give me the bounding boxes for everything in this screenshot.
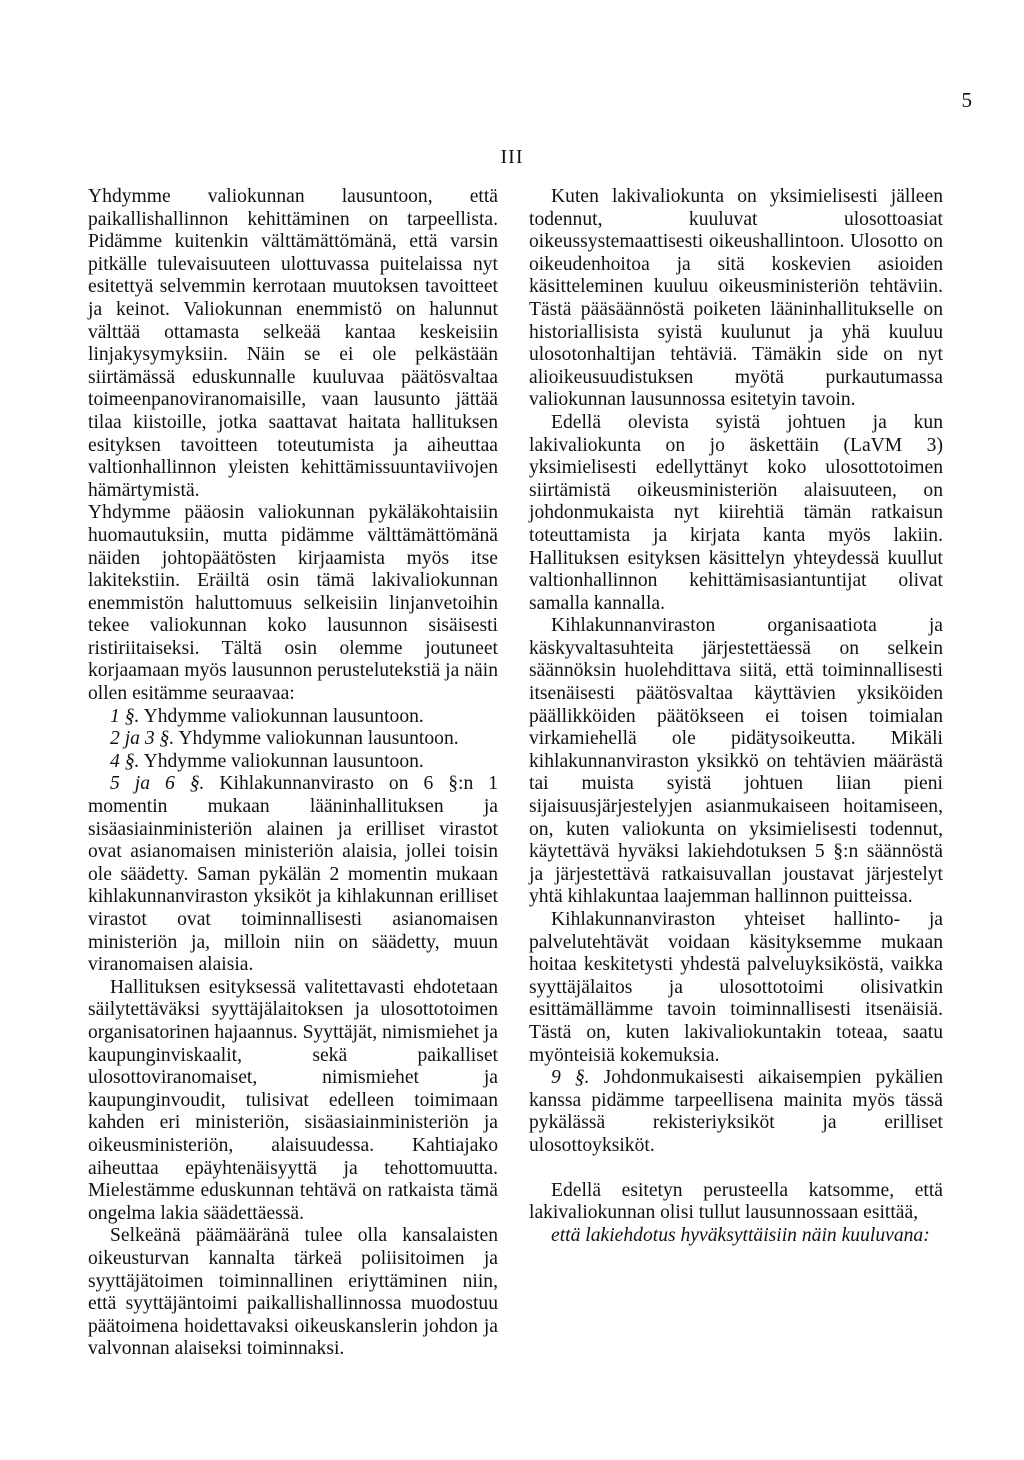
paragraph: Yhdymme valiokunnan lausuntoon, että paikallishallinnon kehittäminen on tarpeellista. Pidämme kuitenkin välttämättömänä, että varsin pitkälle tulevaisuuteen ulottuvassa puitelaissa nyt esitettyä selvemmin kerrotaan muutoksen tavoitteet ja keinot. Valiokunnan enemmistö on halunnut välttää ottamasta selkeää kantaa keskeisiin linjakysymyksiin. Näin se ei ole pelkästään siirtämässä eduskunnalle kuuluvaa päätösvaltaa toimeenpanoviranomaisille, vaan lausunto jättää tilaa kiistoille, jotka saattavat haitata hallituksen esityksen tavoitteen toteutumista ja aiheuttaa valtionhallinnon yleisten kehittämissuuntaviivojen hämärtymistä. [88,186,498,501]
list-item [88,773,498,976]
paragraph: Kihlakunnanviraston yhteiset hallinto- ja palvelutehtävät voidaan käsityksemme mukaan hoitaa keskitetysti yhdestä palveluyksiköstä, vaikka syyttäjälaitos ja ulosottotoimi olisivatkin esittämällämme tavoin toiminnallisesti itsenäisiä. Tästä on, kuten lakivaliokuntakin toteaa, saatu myönteisiä kokemuksia. [529,909,943,1066]
section-label: 4 §. [110,750,140,772]
list-item [88,751,498,774]
list-item [88,728,498,751]
paragraph: Edellä olevista syistä johtuen ja kun lakivaliokunta on jo äskettäin (LaVM 3) yksimielisesti edellyttänyt koko ulosottotoimen siirtämistä oikeusministeriön alaisuuteen, on johdonmukaista nyt kiirehtiä tämän ratkaisun toteuttamista ja kirjata kanta myös lakiin. Hallituksen esityksen käsittelyn yhteydessä kuullut valtionhallinnon kehittämisasiantuntijat olivat samalla kannalla. [529,411,943,614]
right-column [529,186,943,1247]
list-item-text: Yhdymme valiokunnan lausuntoon. [143,750,424,772]
left-column [88,186,498,1361]
section-label: 5 ja 6 §. [110,773,205,795]
page-number: 5 [961,88,972,112]
paragraph: Selkeänä päämääränä tulee olla kansalaisten oikeusturvan kannalta tärkeä poliisitoimen ja syyttäjätoimen toiminnallinen eriyttäminen niin, että syyttäjäntoimi paikallishallinnossa muodostuu päätoimena hoidettavaksi oikeuskanslerin johdon ja valvonnan alaiseksi toiminnaksi. [88,1225,498,1360]
paragraph: Kihlakunnanviraston organisaatiota ja käskyvaltasuhteita järjestettäessä on selkein säännöksin huolehdittava siitä, että toiminnallisesti itsenäisesti päätösvaltaa käyttävien yksiköiden päällikköiden päätökseen ei toisen toimialan virkamiehellä ole pidätysoikeutta. Mikäli kihlakunnanviraston yksikkö on tehtävien määrästä tai muista syistä johtuen liian pieni sijaisuusjärjestelyjen asianmukaiseen hoitamiseen, on, kuten valiokunta on yksimielisesti todennut, käytettävä hyväksi lakiehdotuksen 5 §:n säännöstä ja järjestettävä ratkaisuvallan joustavat järjestelyt yhtä kihlakuntaa laajemman hallinnon puitteissa. [529,615,943,908]
paragraph: Hallituksen esityksessä valitettavasti ehdotetaan säilytettäväksi syyttäjälaitoksen ja ulosottotoimen organisatorinen hajaannus. Syyttäjät, nimismiehet ja kaupunginviskaalit, sekä paikalliset ulosottoviranomaiset, nimismiehet ja kaupunginvoudit, tulisivat edelleen toimimaan kahden eri ministeriön, sisäasiainministeriön ja oikeusministeriön, alaisuudessa. Kahtiajako aiheuttaa epäyhtenäisyyttä ja tehottomuutta. Mielestämme eduskunnan tehtävä on ratkaista tämä ongelma lakia säädettäessä. [88,976,498,1224]
section-label: 9 §. [551,1067,590,1089]
paragraph: Yhdymme pääosin valiokunnan pykäläkohtaisiin huomautuksiin, mutta pidämme välttämättömänä näiden johtopäätösten kirjaamista myös itse lakitekstiin. Eräiltä osin tämä lakivaliokunnan enemmistön haluttomuus selkeisiin linjanvetoihin tekee valiokunnan koko lausunnon sisäisesti ristiriitaiseksi. Tältä osin olemme joutuneet korjaamaan myös lausunnon perustelutekstiä ja näin ollen esitämme seuraavaa: [88,502,498,705]
list-item-text: Yhdymme valiokunnan lausuntoon. [178,728,459,750]
closing-italic-statement: että lakiehdotus hyväksyttäisiin näin kuuluvana: [551,1224,930,1246]
section-label: 1 §. [110,705,140,727]
list-item-text: Kihlakunnanvirasto on 6 §:n 1 momentin mukaan lääninhallituksen ja sisäasiainministeriön alainen ja erilliset virastot ovat asianomaisen ministeriön alaisia, jollei toisin ole säädetty. Saman pykälän 2 momentin mukaan kihlakunnanviraston yksiköt ja kihlakunnan erilliset virastot ovat toiminnallisesti asianomaisen ministeriön ja, milloin niin on säädetty, muun viranomaisen alaisia. [88,773,498,976]
list-item [529,1067,943,1157]
list-item-text: Johdonmukaisesti aikaisempien pykälien kanssa pidämme tarpeellisena mainita myös tässä pykälässä rekisteriyksiköt ja erilliset ulosottoyksiköt. [529,1067,944,1156]
section-label: 2 ja 3 §. [110,728,175,750]
list-item [88,706,498,729]
section-heading: III [500,146,524,168]
closing-statement: Edellä esitetyn perusteella katsomme, että lakivaliokunnan olisi tullut lausunnossaan esittää, [529,1179,943,1224]
list-item-text: Yhdymme valiokunnan lausuntoon. [143,705,424,727]
paragraph: Kuten lakivaliokunta on yksimielisesti jälleen todennut, kuuluvat ulosottoasiat oikeussystemaattisesti oikeushallintoon. Ulosotto on oikeudenhoitoa ja sitä koskevien asioiden käsitteleminen kuuluu oikeusministeriön tehtäviin. Tästä pääsäännöstä poiketen lääninhallitukselle on historiallisista syistä kuulunut ja yhä kuuluu ulosotonhaltijan tehtäviä. Tämäkin side on nyt alioikeusuudistuksen myötä purkautumassa valiokunnan lausunnossa esitetyin tavoin. [529,186,943,411]
